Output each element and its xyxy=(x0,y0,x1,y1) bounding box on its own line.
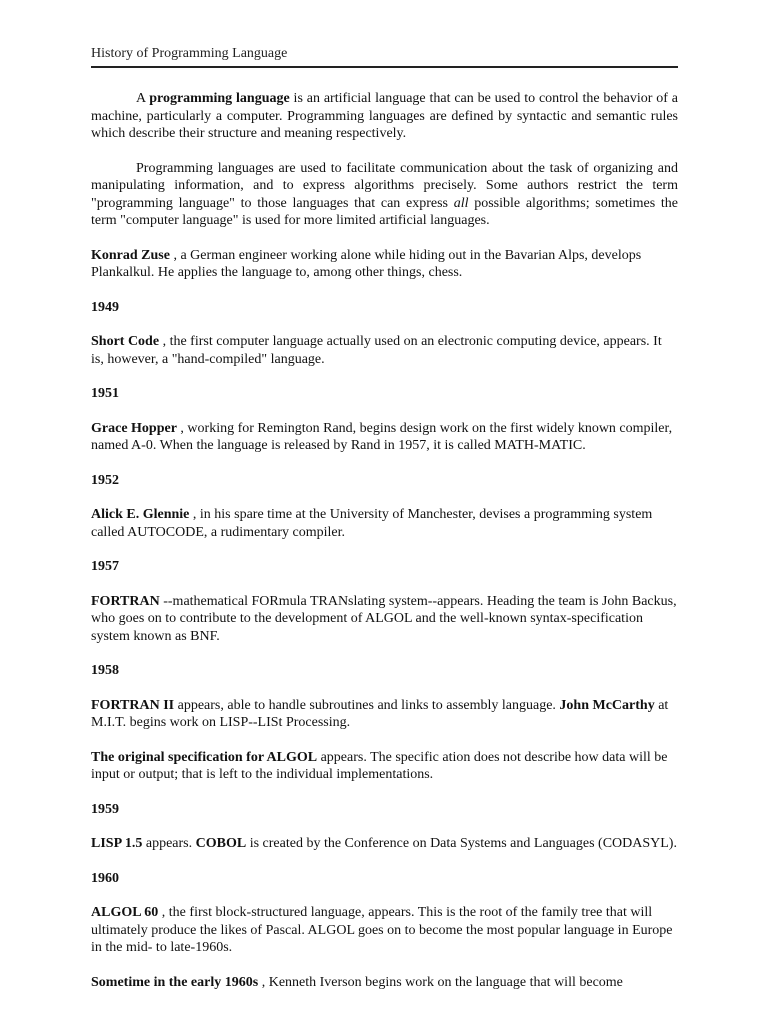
term-programming-language: programming language xyxy=(149,91,290,106)
entry-name: Konrad Zuse xyxy=(91,247,170,263)
entry-text: , working for Remington Rand, begins design work on the first widely known compiler, named A-0. When the language is released by Rand in 1957, it is called MATH-MATIC. xyxy=(91,420,673,453)
entry-text: appears. xyxy=(142,836,196,851)
entry-name: The original specification for ALGOL xyxy=(91,749,318,765)
entry-grace-hopper xyxy=(91,420,678,455)
year-1952: 1952 xyxy=(91,472,119,488)
year-1957: 1957 xyxy=(91,559,119,574)
entry-text: , Kenneth Iverson begins work on the language that will become xyxy=(258,974,623,990)
entry-short-code xyxy=(91,333,678,368)
entry-name: FORTRAN II xyxy=(91,697,175,713)
intro-p1-text: is an artificial language that can be used to control the behavior of a machine, particularly a computer. Programming languages are defined by syntactic and semantic rules which describe their structure and meaning respectively. xyxy=(91,91,678,141)
year-1959: 1959 xyxy=(91,801,119,817)
intro-paragraph-1 xyxy=(91,90,678,143)
year-1951: 1951 xyxy=(91,386,119,401)
year-1949: 1949 xyxy=(91,299,119,315)
entry-fortran-ii xyxy=(91,697,678,732)
entry-text-secondary: is created by the Conference on Data Systems and Languages (CODASYL). xyxy=(246,836,677,851)
entry-early-1960s xyxy=(91,974,678,992)
page-header xyxy=(91,44,678,68)
entry-algol-60 xyxy=(91,904,678,957)
entry-name: Alick E. Glennie xyxy=(91,507,190,522)
entry-name: Grace Hopper xyxy=(91,420,177,436)
entry-text-secondary: at M.I.T. begins work on LISP--LISt Processing. xyxy=(91,697,669,730)
entry-fortran xyxy=(91,593,678,646)
header-title: History of Programming Language xyxy=(91,46,288,61)
year-1958: 1958 xyxy=(91,663,119,678)
term-all: all xyxy=(453,195,469,211)
entry-name-secondary: COBOL xyxy=(195,836,247,851)
entry-name: Short Code xyxy=(91,334,160,349)
entry-name: FORTRAN xyxy=(91,593,160,609)
entry-name: ALGOL 60 xyxy=(91,905,159,920)
entry-algol-spec xyxy=(91,749,678,784)
entry-text: , a German engineer working alone while hiding out in the Bavarian Alps, develops Plankalkul. He applies the language to, among other things, chess. xyxy=(91,247,642,280)
document-body xyxy=(91,90,678,1008)
entry-text: , in his spare time at the University of Manchester, devises a programming system called AUTOCODE, a rudimentary compiler. xyxy=(91,507,653,540)
entry-name: LISP 1.5 xyxy=(91,836,143,851)
year-1960: 1960 xyxy=(91,870,119,886)
entry-name: Sometime in the early 1960s xyxy=(91,974,259,990)
intro-p1-lead: A xyxy=(136,91,150,106)
entry-name-secondary: John McCarthy xyxy=(559,697,655,713)
entry-text: , the first computer language actually used on an electronic computing device, appears. It is, however, a "hand-compiled" language. xyxy=(91,334,662,367)
entry-glennie xyxy=(91,506,678,541)
intro-p2-text: Programming languages are used to facilitate communication about the task of organizing and manipulating information, and to express algorithms precisely. Some authors restrict the term "programming language" to those languages that can express xyxy=(91,160,678,211)
entry-text: appears, able to handle subroutines and links to assembly language. xyxy=(174,697,560,713)
entry-zuse xyxy=(91,247,678,282)
entry-text: , the first block-structured language, appears. This is the root of the family tree that will ultimately produce the likes of Pascal. ALGOL goes on to become the most popular language in Europe in the mid- to late-1960s. xyxy=(91,905,673,955)
entry-text: appears. The specific ation does not describe how data will be input or output; that is left to the individual implementations. xyxy=(91,749,668,782)
intro-p2-tail: possible algorithms; sometimes the term "computer language" is used for more limited artificial languages. xyxy=(91,195,679,228)
entry-lisp-cobol xyxy=(91,835,678,853)
intro-paragraph-2 xyxy=(91,160,678,230)
entry-text: --mathematical FORmula TRANslating system--appears. Heading the team is John Backus, who goes on to contribute to the development of ALGOL and the well-known syntax-specification system known as BNF. xyxy=(91,593,677,644)
